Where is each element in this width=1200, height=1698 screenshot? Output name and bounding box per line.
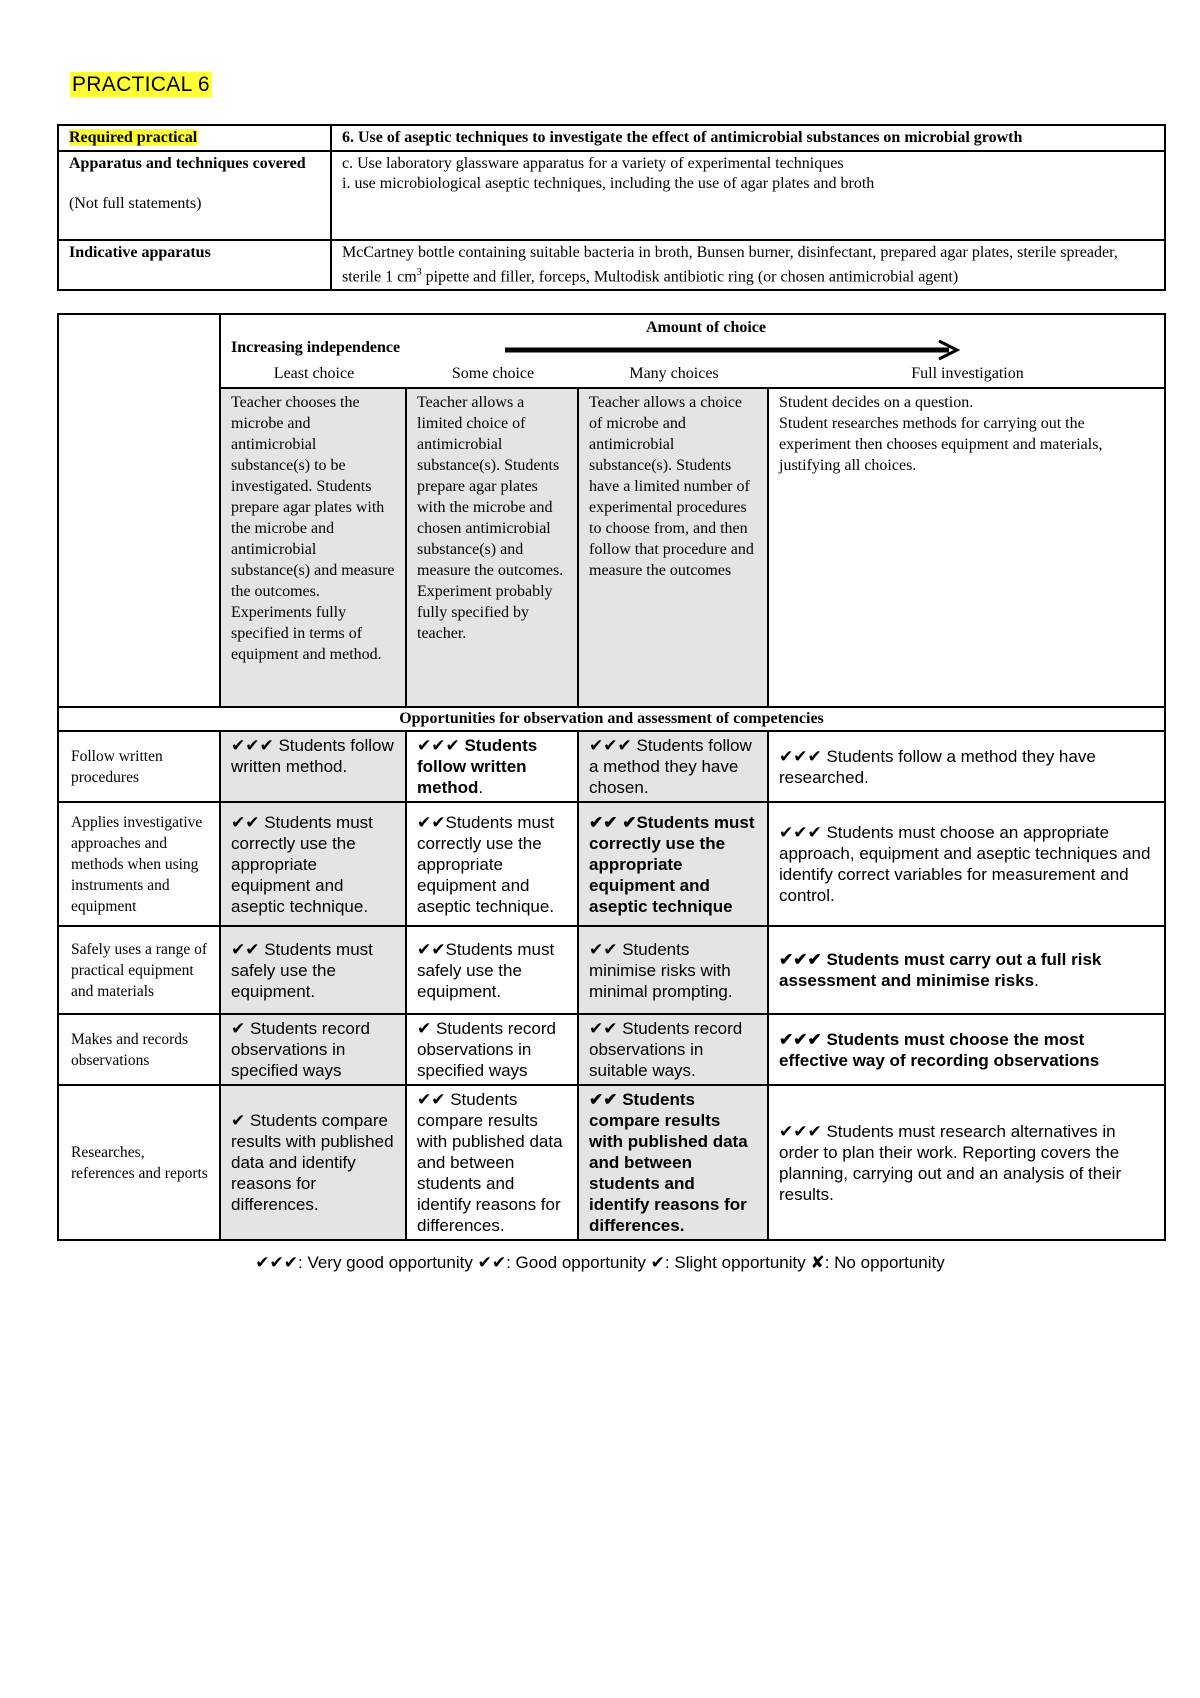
tick-marks: ✔✔✔ xyxy=(231,736,274,755)
competency-text-tail: . xyxy=(1034,971,1039,990)
competency-text: Students must carry out a full risk assessment and minimise risks xyxy=(779,950,1102,990)
competency-cell xyxy=(768,1085,1165,1240)
legend-none: ✘: No opportunity xyxy=(810,1253,945,1272)
competency-text: Students must choose the most effective way of recording observations xyxy=(779,1029,1100,1070)
required-practical-label: Required practical xyxy=(69,129,198,146)
competency-cell xyxy=(578,1085,768,1240)
apparatus-row xyxy=(58,151,1165,240)
competency-label: Follow written procedures xyxy=(58,731,220,802)
indicative-apparatus-row xyxy=(58,240,1165,290)
competency-text: Students follow a method they have researched. xyxy=(779,746,1096,787)
tick-marks: ✔✔ xyxy=(231,939,260,959)
increasing-independence-label: Increasing independence xyxy=(231,339,401,356)
column-header-some-choice: Some choice xyxy=(451,365,535,382)
competency-text: Students must correctly use the appropriate equipment and aseptic technique xyxy=(589,812,755,916)
tick-marks: ✔✔✔ xyxy=(779,1121,822,1141)
description-many-choices: Teacher allows a choice of microbe and antimicrobial substance(s). Students have a limited number of experimental procedures to choose from, and then follow that procedure and measure the outcomes xyxy=(578,388,768,707)
tick-marks: ✔ xyxy=(231,1019,246,1038)
tick-marks: ✔✔✔ xyxy=(779,823,822,842)
competency-label: Researches, references and reports xyxy=(58,1085,220,1240)
competency-row xyxy=(58,1085,1165,1240)
tick-marks: ✔✔✔ xyxy=(779,746,822,766)
column-header-many-choices: Many choices xyxy=(629,365,719,382)
tick-marks: ✔✔✔ xyxy=(779,950,822,969)
competency-text: Students compare results with published data and between students and identify reasons for differences. xyxy=(417,1090,563,1235)
tick-marks: ✔✔ xyxy=(231,812,260,832)
competency-label: Safely uses a range of practical equipment and materials xyxy=(58,926,220,1014)
competency-cell xyxy=(578,926,768,1014)
competency-text: Students follow written method. xyxy=(231,736,394,776)
competency-cell xyxy=(406,802,578,926)
choice-header-cell xyxy=(220,314,1165,388)
legend-slight: ✔: Slight opportunity xyxy=(650,1253,806,1272)
tick-marks: ✔✔✔ xyxy=(417,736,460,755)
apparatus-label-cell xyxy=(58,151,331,240)
tick-marks: ✔✔ xyxy=(589,1019,618,1038)
indicative-text-a: McCartney bottle containing suitable bacteria in broth, Bunsen burner, disinfectant, prepared agar plates, sterile spreader, sterile 1 cm xyxy=(342,244,1118,286)
empty-corner-cell xyxy=(58,314,220,707)
competency-text: Students must safely use the equipment. xyxy=(231,939,373,1001)
tick-marks: ✔✔ xyxy=(417,1090,446,1109)
competency-cell xyxy=(768,1014,1165,1085)
competency-text: Students follow a method they have chosen. xyxy=(589,736,752,797)
competency-cell xyxy=(768,731,1165,802)
competency-text: Students compare results with published data and between students and identify reasons for differences. xyxy=(589,1090,748,1235)
amount-of-choice-label: Amount of choice xyxy=(646,319,766,336)
choice-matrix-table xyxy=(57,313,1166,1241)
competency-label: Makes and records observations xyxy=(58,1014,220,1085)
apparatus-note: (Not full statements) xyxy=(69,195,202,212)
competency-text: Students follow written method xyxy=(417,736,538,797)
competency-text: Students compare results with published data and identify reasons for differences. xyxy=(231,1111,394,1214)
tick-marks: ✔ xyxy=(417,1019,432,1038)
apparatus-value-cell xyxy=(331,151,1165,240)
indicative-apparatus-label: Indicative apparatus xyxy=(58,240,331,290)
apparatus-line-1: c. Use laboratory glassware apparatus for a variety of experimental techniques xyxy=(342,155,844,172)
competency-cell xyxy=(220,1085,406,1240)
description-least-choice: Teacher chooses the microbe and antimicrobial substance(s) to be investigated. Students prepare agar plates with the microbe and antimicrobial substance(s) and measure the outcomes. Experiments fully specified in terms of equipment and method. xyxy=(220,388,406,707)
tick-marks: ✔ xyxy=(231,1111,246,1130)
competency-row xyxy=(58,926,1165,1014)
apparatus-line-2: i. use microbiological aseptic techniques, including the use of agar plates and broth xyxy=(342,175,875,192)
choice-header-row xyxy=(58,314,1165,388)
page-title: PRACTICAL 6 xyxy=(72,73,210,96)
legend-very-good: ✔✔✔: Very good opportunity xyxy=(255,1253,473,1272)
practical-info-table xyxy=(57,124,1166,291)
competency-cell xyxy=(578,1014,768,1085)
competency-cell xyxy=(220,926,406,1014)
competency-row xyxy=(58,1014,1165,1085)
tick-marks: ✔✔ ✔ xyxy=(589,812,637,832)
competency-cell xyxy=(220,1014,406,1085)
competency-cell xyxy=(578,731,768,802)
competency-text: Students record observations in suitable ways. xyxy=(589,1019,743,1080)
competency-cell xyxy=(768,926,1165,1014)
competency-cell xyxy=(406,926,578,1014)
legend-good: ✔✔: Good opportunity xyxy=(477,1253,646,1272)
competency-text: Students must choose an appropriate approach, equipment and aseptic techniques and identify correct variables for measurement and control. xyxy=(779,823,1151,905)
competency-text: Students minimise risks with minimal prompting. xyxy=(589,939,733,1001)
tick-marks: ✔✔ xyxy=(589,939,618,959)
competency-text: Students record observations in specified ways xyxy=(417,1019,556,1080)
column-header-full-investigation: Full investigation xyxy=(911,365,1024,382)
indicative-text-b: pipette and filler, forceps, Multodisk antibiotic ring (or chosen antimicrobial agent) xyxy=(421,268,959,286)
competency-cell xyxy=(768,802,1165,926)
competency-text-tail: . xyxy=(478,778,484,797)
description-row xyxy=(58,388,1165,707)
required-practical-value: 6. Use of aseptic techniques to investigate the effect of antimicrobial substances on microbial growth xyxy=(331,125,1165,151)
competency-cell xyxy=(220,731,406,802)
indicative-apparatus-value xyxy=(331,240,1165,290)
tick-marks: ✔✔ xyxy=(589,1090,618,1109)
competency-label: Applies investigative approaches and methods when using instruments and equipment xyxy=(58,802,220,926)
competency-row xyxy=(58,802,1165,926)
indicative-superscript: 3 xyxy=(416,267,422,278)
competency-text: Students record observations in specified ways xyxy=(231,1019,370,1080)
description-full-investigation: Student decides on a question. Student researches methods for carrying out the experiment then chooses equipment and materials, justifying all choices. xyxy=(768,388,1165,707)
competency-row xyxy=(58,731,1165,802)
competency-text: Students must correctly use the appropriate equipment and aseptic technique. xyxy=(231,812,373,916)
description-some-choice: Teacher allows a limited choice of antimicrobial substance(s). Students prepare agar plates with the microbe and chosen antimicrobial substance(s) and measure the outcomes. Experiment probably fully specified by teacher. xyxy=(406,388,578,707)
apparatus-label: Apparatus and techniques covered xyxy=(69,155,306,172)
competency-text: Students must safely use the equipment. xyxy=(417,939,555,1001)
required-practical-row xyxy=(58,125,1165,151)
opportunities-heading: Opportunities for observation and assessment of competencies xyxy=(58,707,1165,731)
competency-text: Students must correctly use the appropriate equipment and aseptic technique. xyxy=(417,812,555,916)
column-header-least-choice: Least choice xyxy=(273,365,355,382)
required-practical-label-cell xyxy=(58,125,331,151)
tick-marks: ✔✔✔ xyxy=(589,736,632,755)
tick-marks: ✔✔ xyxy=(417,939,446,959)
competency-cell xyxy=(578,802,768,926)
competency-cell xyxy=(406,1085,578,1240)
tick-marks: ✔✔✔ xyxy=(779,1029,822,1049)
tick-marks: ✔✔ xyxy=(417,812,446,832)
competency-cell xyxy=(406,1014,578,1085)
competency-cell xyxy=(406,731,578,802)
competency-cell xyxy=(220,802,406,926)
opportunities-heading-row xyxy=(58,707,1165,731)
tick-legend xyxy=(0,1253,1200,1273)
competency-text: Students must research alternatives in order to plan their work. Reporting covers the planning, carrying out and an analysis of their results. xyxy=(779,1121,1122,1204)
arrow-right-icon xyxy=(505,338,967,362)
